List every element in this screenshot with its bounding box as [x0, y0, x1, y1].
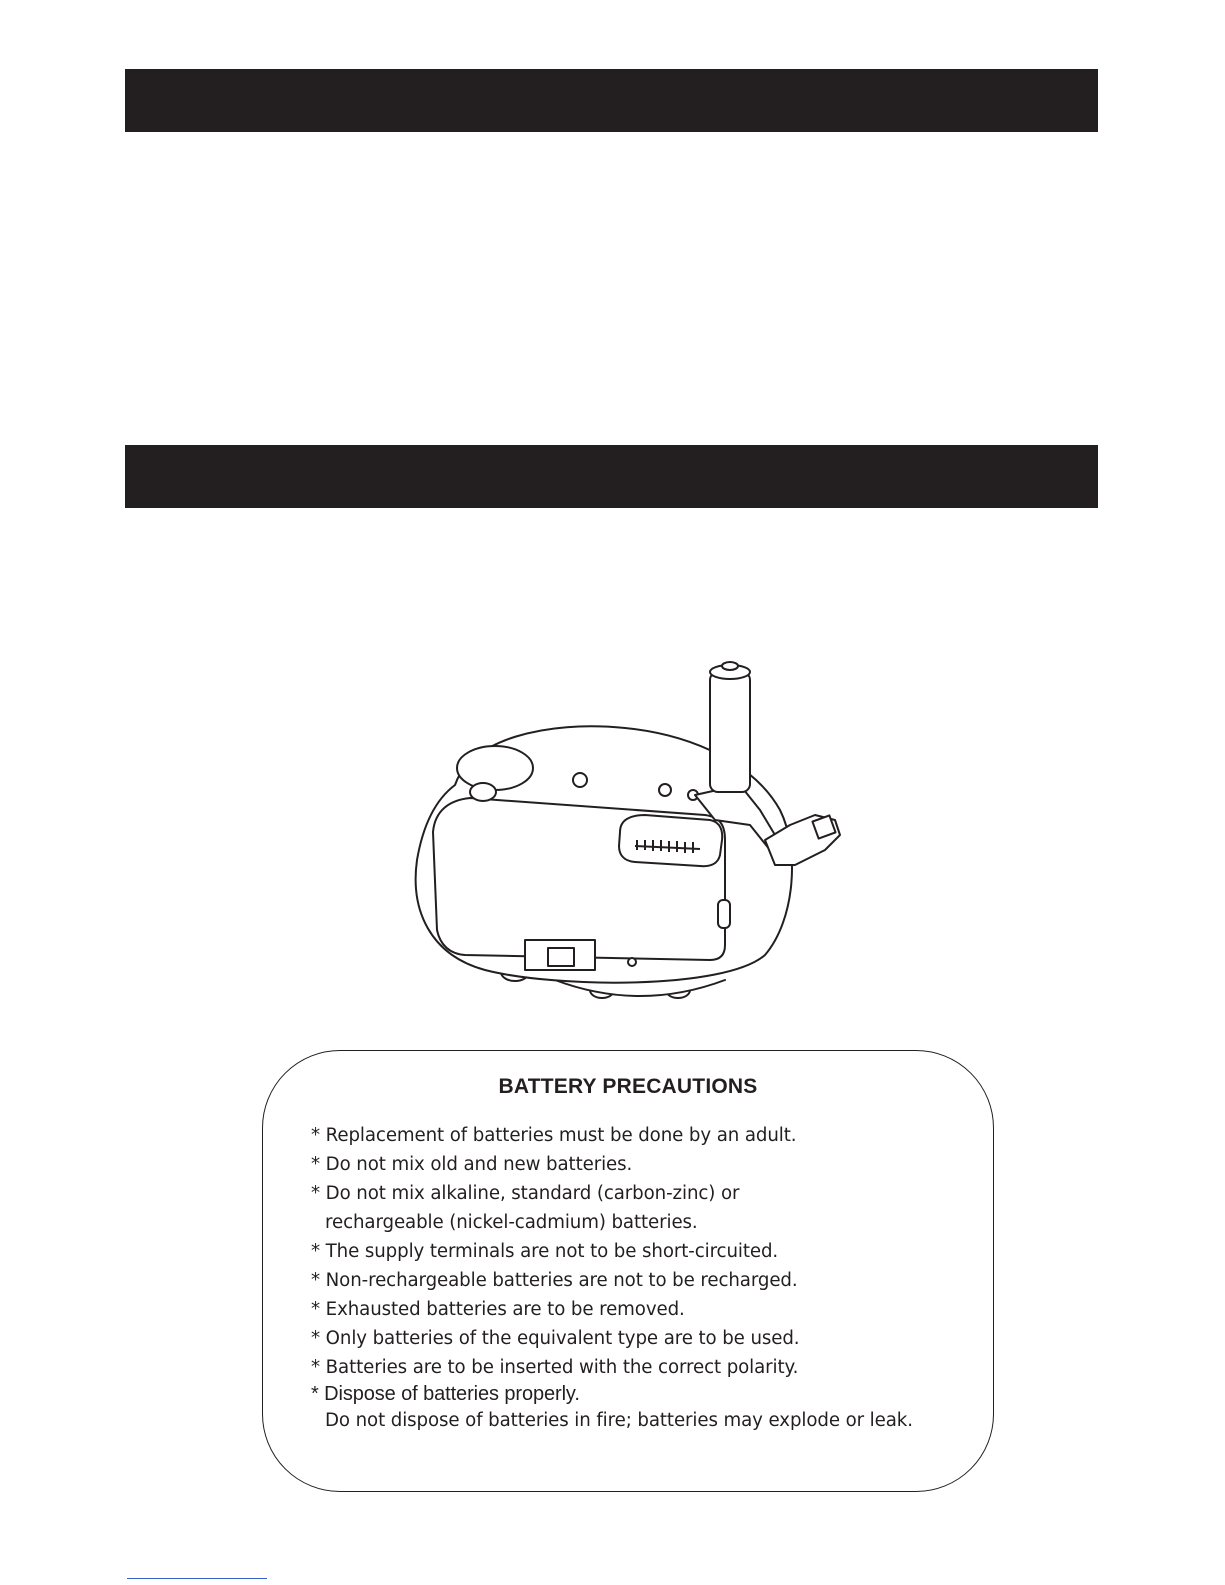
section-header-bar-top: [125, 69, 1098, 132]
section-header-bar-battery: [125, 445, 1098, 508]
precaution-item: * Exhausted batteries are to be removed.: [311, 1299, 685, 1320]
precaution-item-continuation: rechargeable (nickel-cadmium) batteries.: [325, 1212, 698, 1233]
precaution-item: * The supply terminals are not to be short-circuited.: [311, 1241, 779, 1262]
precaution-item: * Only batteries of the equivalent type are to be used.: [311, 1328, 800, 1349]
precautions-title: BATTERY PRECAUTIONS: [498, 1075, 758, 1098]
battery-precautions-box: [262, 1050, 994, 1492]
footer-rule: [127, 1578, 267, 1579]
precaution-item: * Non-rechargeable batteries are not to be recharged.: [311, 1270, 798, 1291]
precaution-item: * Batteries are to be inserted with the correct polarity.: [311, 1357, 799, 1378]
precautions-list: [311, 1121, 983, 1434]
precaution-item: * Replacement of batteries must be done by an adult.: [311, 1125, 797, 1146]
precaution-item: * Dispose of batteries properly.: [311, 1383, 580, 1405]
precaution-item-continuation: Do not dispose of batteries in fire; batteries may explode or leak.: [325, 1410, 913, 1431]
battery-installation-illustration: [395, 650, 875, 1020]
precaution-item: * Do not mix alkaline, standard (carbon-zinc) or: [311, 1183, 740, 1204]
precaution-item: * Do not mix old and new batteries.: [311, 1154, 633, 1175]
